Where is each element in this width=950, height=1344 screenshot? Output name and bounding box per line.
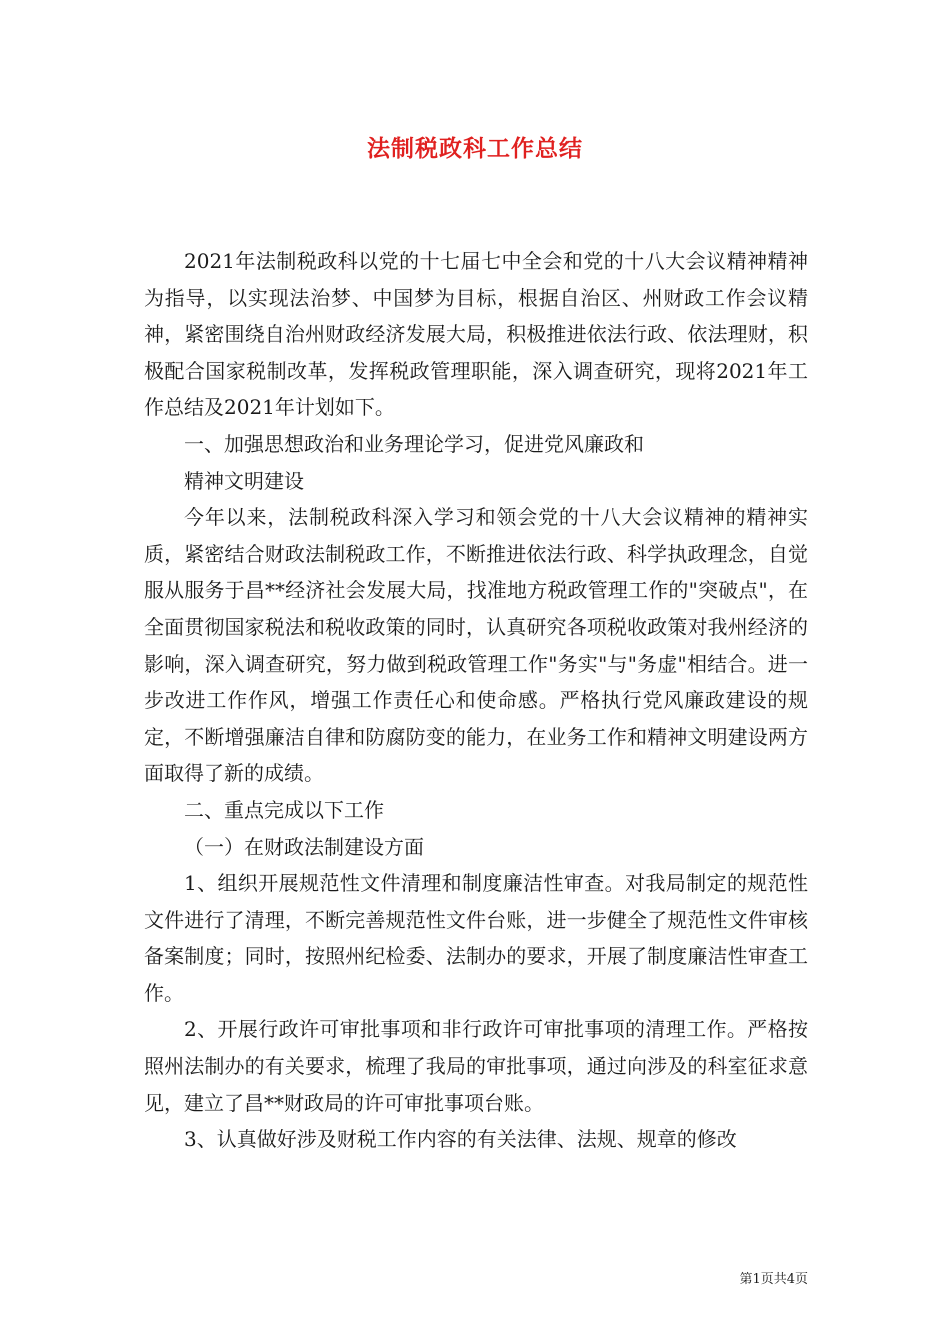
item-3-paragraph: 3、认真做好涉及财税工作内容的有关法律、法规、规章的修改 bbox=[184, 1127, 737, 1152]
intro-paragraph: 2021年法制税政科以党的十七届七中全会和党的十八大会议精神精神为指导，以实现法治梦、中国梦为目标，根据自治区、州财政工作会议精神，紧密围绕自治州财政经济发展大局，积极推进依法行政、依法理财，积极配合国家税制改革，发挥税政管理职能，深入调查研究，现将2021年工作总结及2021年计划如下。 bbox=[144, 249, 808, 420]
subsection-1-heading: （一）在财政法制建设方面 bbox=[184, 834, 424, 859]
page-number: 第1页共4页 bbox=[739, 1272, 808, 1287]
item-2-paragraph: 2、开展行政许可审批事项和非行政许可审批事项的清理工作。严格按照州法制办的有关要求，梳理了我局的审批事项，通过向涉及的科室征求意见，建立了昌**财政局的许可审批事项台账。 bbox=[144, 1017, 808, 1115]
section-1-heading-line-1: 一、加强思想政治和业务理论学习，促进党风廉政和 bbox=[184, 431, 644, 456]
section-1-heading-line-2: 精神文明建设 bbox=[184, 468, 304, 493]
section-1-paragraph: 今年以来，法制税政科深入学习和领会党的十八大会议精神的精神实质，紧密结合财政法制税政工作，不断推进依法行政、科学执政理念，自觉服从服务于昌**经济社会发展大局，找准地方税政管理工作的"突破点"，在全面贯彻国家税法和税收政策的同时，认真研究各项税收政策对我州经济的影响，深入调查研究，努力做到税政管理工作"务实"与"务虚"相结合。进一步改进工作作风，增强工作责任心和使命感。严格执行党风廉政建设的规定，不断增强廉洁自律和防腐防变的能力，在业务工作和精神文明建设两方面取得了新的成绩。 bbox=[144, 505, 808, 786]
document-body bbox=[144, 243, 808, 1158]
section-2-heading: 二、重点完成以下工作 bbox=[184, 797, 384, 822]
document-title: 法制税政科工作总结 bbox=[367, 135, 583, 162]
item-1-paragraph: 1、组织开展规范性文件清理和制度廉洁性审查。对我局制定的规范性文件进行了清理，不断完善规范性文件台账，进一步健全了规范性文件审核备案制度；同时，按照州纪检委、法制办的要求，开展了制度廉洁性审查工作。 bbox=[144, 871, 808, 1005]
